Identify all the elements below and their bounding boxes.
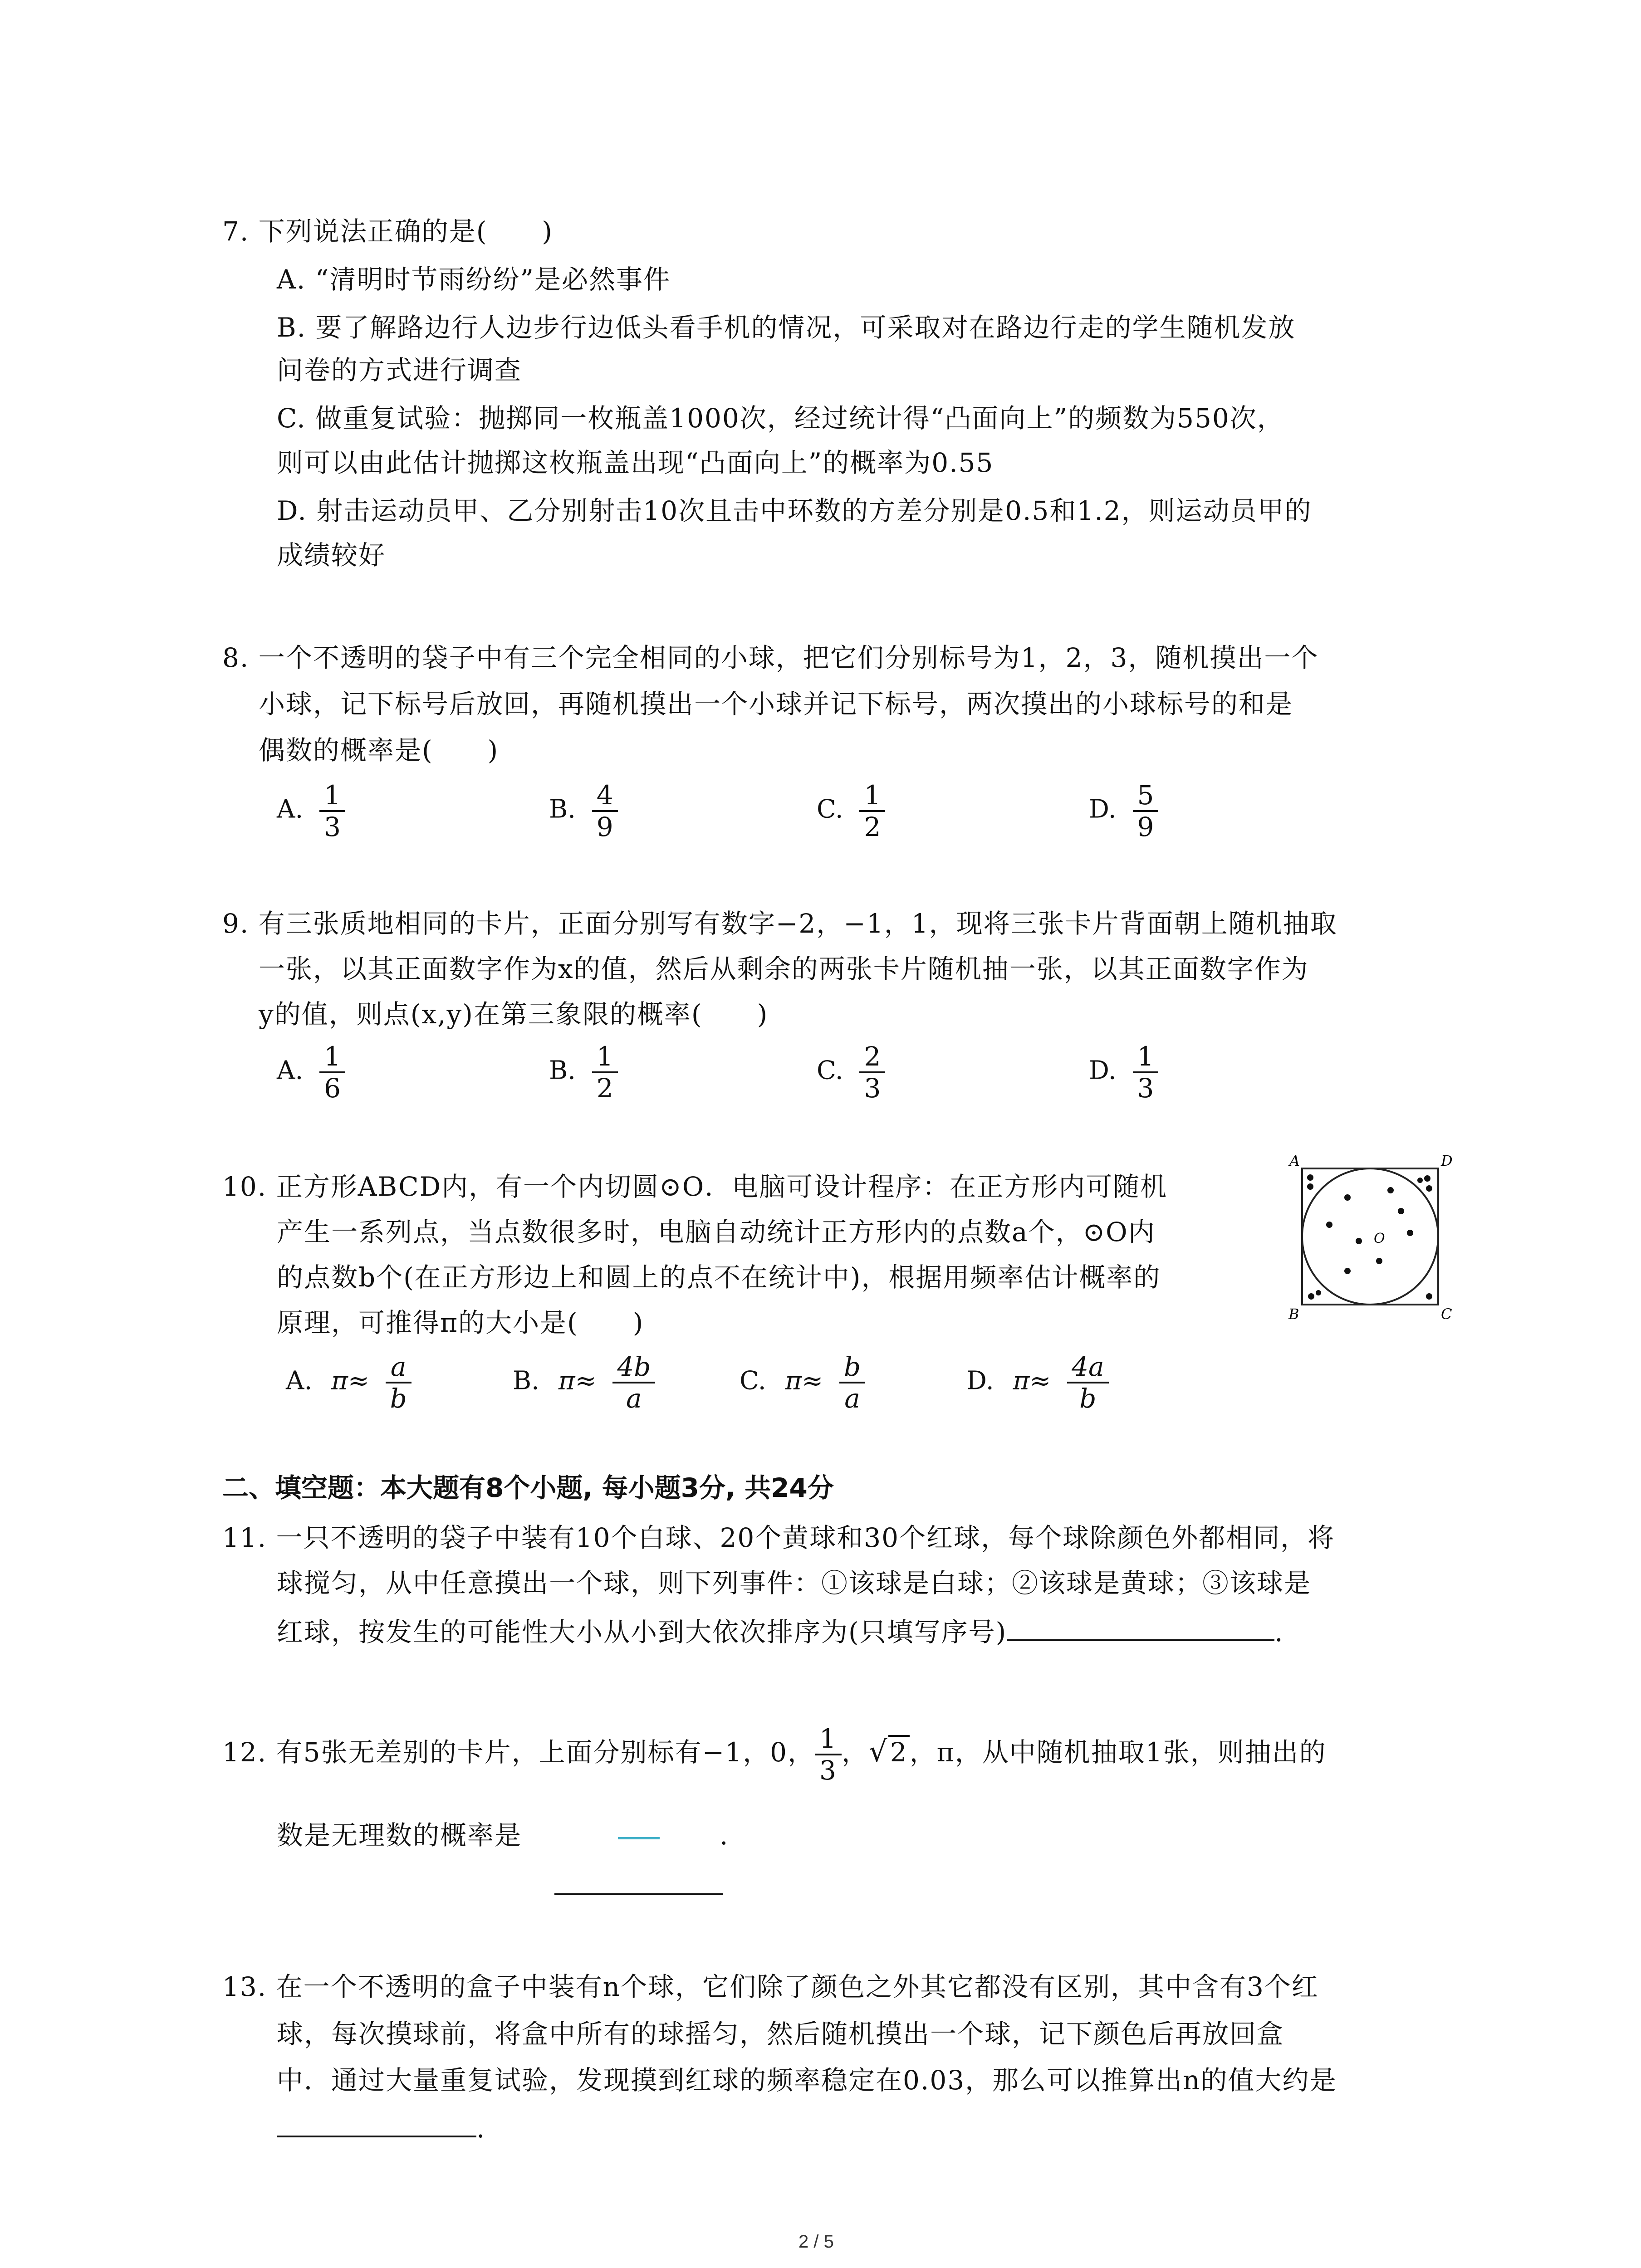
label-a: A [1289, 1152, 1300, 1169]
random-points [1307, 1174, 1432, 1300]
fraction: $\frac{a}{b}$ [386, 1352, 411, 1413]
fraction: $\frac{1}{3}$ [319, 780, 345, 842]
label-c: C [1441, 1305, 1452, 1323]
q9-option-b [549, 1041, 618, 1103]
option-label: B. [549, 794, 576, 824]
q8-line2: 小球，记下标号后放回，再随机摸出一个小球并记下标号，两次摸出的小球标号的和是 [259, 689, 1293, 719]
option-prefix: π≈ [558, 1366, 597, 1396]
option-label: C. [817, 794, 843, 824]
q7-option-c-line2: 则可以由此估计抛掷这枚瓶盖出现“凸面向上”的概率为0.55 [277, 447, 994, 478]
q9-line3: y的值，则点(x,y)在第三象限的概率( ) [259, 999, 769, 1030]
q10-line4: 原理，可推得π的大小是( ) [277, 1307, 644, 1338]
q7-option-c-line1: C. 做重复试验：抛掷同一枚瓶盖1000次，经过统计得“凸面向上”的频数为550次， [277, 403, 1284, 434]
q10-line1: 10. 正方形ABCD内，有一个内切圆⊙O．电脑可设计程序：在正方形内可随机 [222, 1171, 1168, 1202]
fraction: $\frac{2}{3}$ [859, 1041, 885, 1103]
q8-line3: 偶数的概率是( ) [259, 735, 499, 766]
period: . [1274, 1617, 1284, 1647]
q10-line2: 产生一系列点，当点数很多时，电脑自动统计正方形内的点数a个，⊙O内 [277, 1217, 1156, 1247]
q13-line2: 球，每次摸球前，将盒中所有的球摇匀，然后随机摸出一个球，记下颜色后再放回盒 [277, 2019, 1284, 2049]
q12-line2-text: 数是无理数的概率是 [277, 1820, 522, 1851]
option-label: D. [1089, 1056, 1117, 1085]
section-heading: 二、填空题：本大题有8个小题, 每小题3分, 共24分 [222, 1472, 834, 1503]
label-d: D [1441, 1152, 1453, 1169]
fraction-one-third: $\frac{1}{3}$ [815, 1724, 842, 1785]
option-label: A. [286, 1366, 313, 1396]
q8-option-a [277, 780, 345, 842]
option-label: A. [277, 794, 304, 824]
page-number: 2 / 5 [798, 2232, 834, 2252]
q10-line3: 的点数b个(在正方形边上和圆上的点不在统计中)，根据用频率估计概率的 [277, 1262, 1161, 1293]
q11-line3-text: 红球，按发生的可能性大小从小到大依次排序为(只填写序号) [277, 1617, 1007, 1647]
fraction: $\frac{4a}{b}$ [1067, 1352, 1108, 1413]
q12-line1 [222, 1724, 1327, 1785]
option-label: D. [1089, 794, 1117, 824]
q11-line3 [277, 1613, 1284, 1650]
q12-line2 [277, 1817, 522, 1853]
q8-line1: 8. 一个不透明的袋子中有三个完全相同的小球，把它们分别标号为1，2，3，随机摸出一个 [222, 642, 1319, 673]
q11-line1: 11. 一只不透明的袋子中装有10个白球、20个黄球和30个红球，每个球除颜色外都相同，将 [222, 1522, 1335, 1553]
fraction: $\frac{1}{2}$ [592, 1041, 618, 1103]
q12-comma: ， [841, 1737, 869, 1768]
fraction: $\frac{4}{9}$ [592, 780, 618, 842]
q12-period: . [720, 1820, 729, 1851]
option-prefix: π≈ [331, 1366, 369, 1396]
inscribed-circle-o [1302, 1168, 1438, 1305]
q13-line1: 13. 在一个不透明的盒子中装有n个球，它们除了颜色之外其它都没有区别，其中含有3个红 [222, 1971, 1319, 2002]
fraction: $\frac{5}{9}$ [1133, 780, 1159, 842]
option-label: C. [817, 1056, 843, 1085]
q9-line1: 9. 有三张质地相同的卡片，正面分别写有数字−2，−1，1，现将三张卡片背面朝上随机抽取 [222, 908, 1337, 939]
fraction: $\frac{4b}{a}$ [612, 1352, 655, 1413]
q7-option-b-line2: 问卷的方式进行调查 [277, 355, 522, 386]
fraction: $\frac{1}{3}$ [1133, 1041, 1159, 1103]
q10-option-d [966, 1352, 1109, 1413]
fraction: $\frac{b}{a}$ [839, 1352, 865, 1413]
q10-option-c [740, 1352, 865, 1413]
label-b: B [1288, 1305, 1299, 1323]
q9-option-a [277, 1041, 345, 1103]
answer-blank [277, 2109, 476, 2137]
q13-line4 [277, 2109, 485, 2146]
option-label: B. [549, 1056, 576, 1085]
q7-option-d-line1: D. 射击运动员甲、乙分别射击10次且击中环数的方差分别是0.5和1.2，则运动员甲的 [277, 495, 1312, 526]
square-circle-figure [1279, 1152, 1461, 1334]
fraction: $\frac{1}{2}$ [859, 780, 885, 842]
answer-blank [1007, 1613, 1274, 1641]
option-label: C. [740, 1366, 766, 1396]
q7-stem: 7. 下列说法正确的是( ) [222, 216, 554, 247]
q7-option-a: A. “清明时节雨纷纷”是必然事件 [277, 264, 671, 295]
option-prefix: π≈ [1013, 1366, 1051, 1396]
fraction: $\frac{1}{6}$ [319, 1041, 345, 1103]
answer-blank [554, 1893, 723, 1895]
q8-option-c [817, 780, 885, 842]
q13-line3: 中．通过大量重复试验，发现摸到红球的频率稳定在0.03，那么可以推算出n的值大约是 [277, 2065, 1337, 2096]
q10-option-a [286, 1352, 411, 1413]
q9-line2: 一张，以其正面数字作为x的值，然后从剩余的两张卡片随机抽一张，以其正面数字作为 [259, 953, 1309, 984]
q8-option-b [549, 780, 618, 842]
q7-option-d-line2: 成绩较好 [277, 540, 386, 571]
option-label: A. [277, 1056, 304, 1085]
q9-option-c [817, 1041, 885, 1103]
sqrt-radicand: 2 [888, 1735, 910, 1768]
q12-text-a: 12. 有5张无差别的卡片，上面分别标有−1，0， [222, 1737, 815, 1768]
q7-option-b-line1: B. 要了解路边行人边步行边低头看手机的情况，可采取对在路边行走的学生随机发放 [277, 312, 1296, 343]
q9-option-d [1089, 1041, 1158, 1103]
option-label: D. [966, 1366, 994, 1396]
option-label: B. [513, 1366, 539, 1396]
q8-option-d [1089, 780, 1158, 842]
option-prefix: π≈ [785, 1366, 823, 1396]
cyan-dash-mark [618, 1837, 660, 1839]
label-o: O [1374, 1231, 1385, 1246]
period: . [476, 2113, 486, 2144]
q11-line2: 球搅匀，从中任意摸出一个球，则下列事件：①该球是白球；②该球是黄球；③该球是 [277, 1568, 1312, 1598]
q12-text-c: ，π，从中随机抽取1张，则抽出的 [909, 1737, 1327, 1768]
q10-option-b [513, 1352, 655, 1413]
sqrt-symbol: √ [868, 1735, 888, 1769]
